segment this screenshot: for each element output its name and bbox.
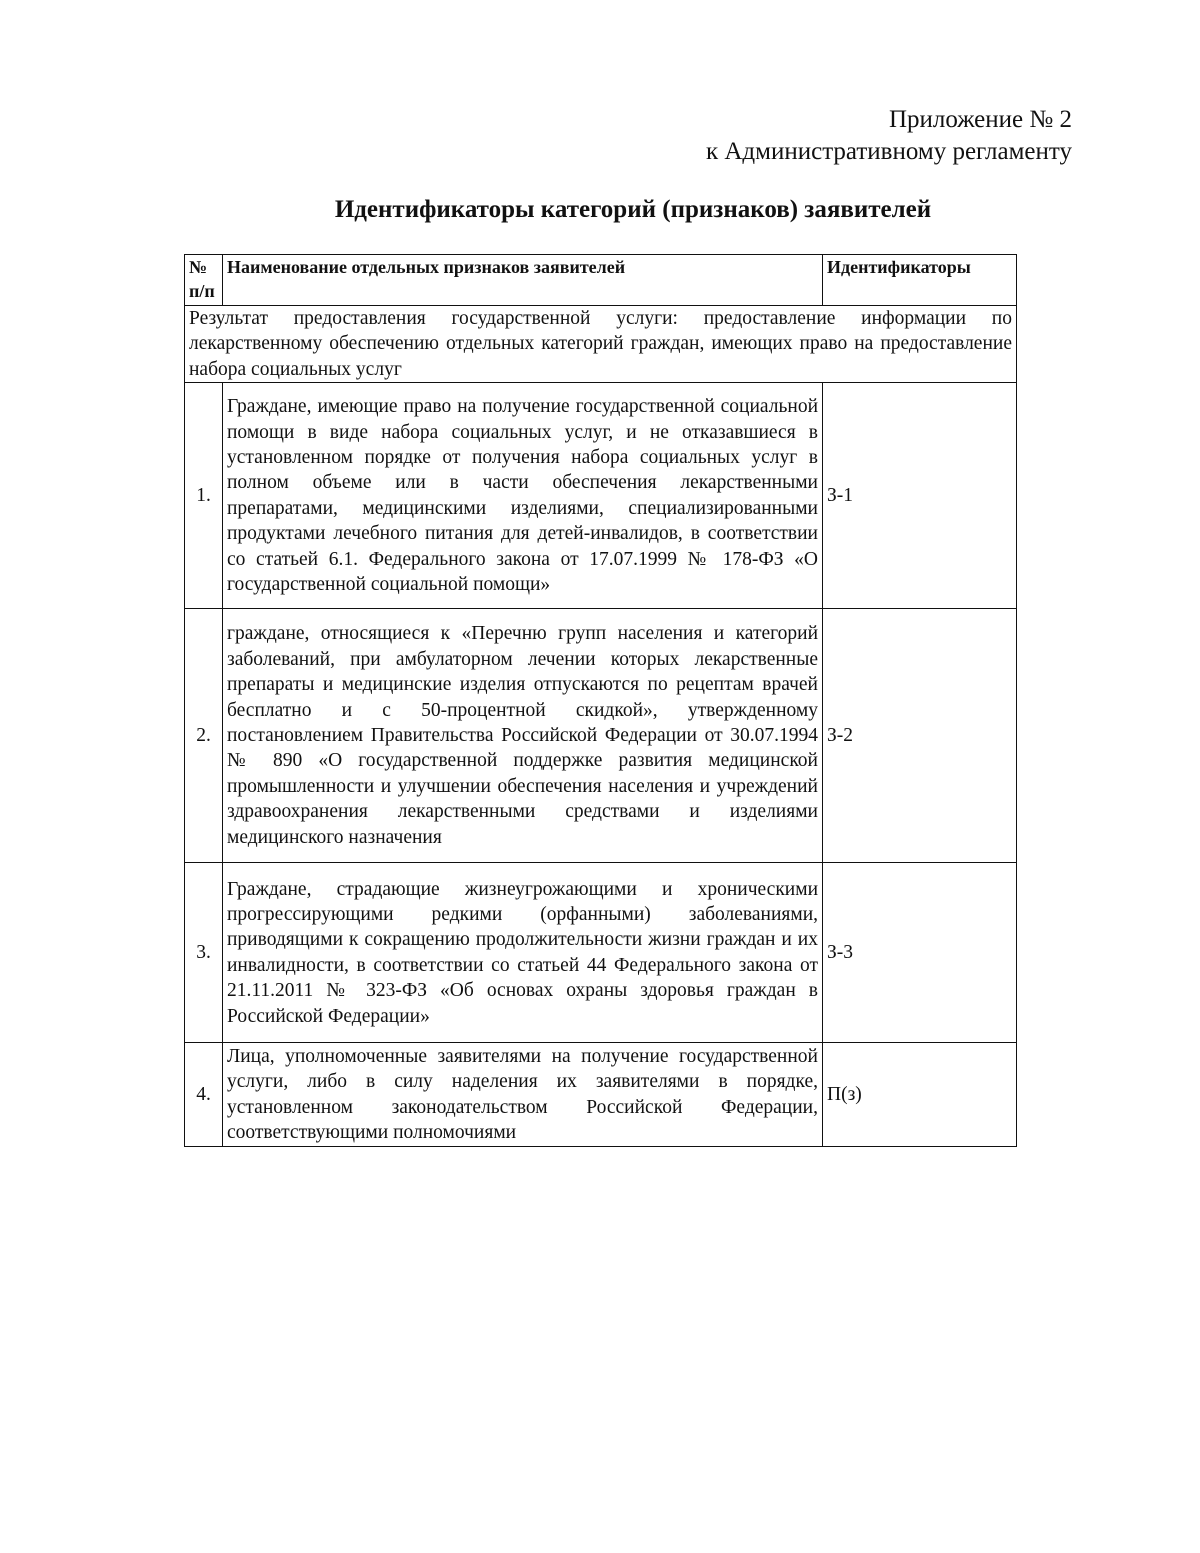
header-num: № п/п — [185, 255, 223, 306]
table-row — [185, 1043, 1017, 1147]
result-text: Результат предоставления государственной услуги: предоставление информации по лекарственному обеспечению отдельных категорий граждан, имеющих право на предоставление набора социальных услуг — [185, 306, 1017, 383]
annex-reference — [706, 104, 1072, 168]
document-title: Идентификаторы категорий (признаков) заявителей — [334, 196, 932, 223]
row-num: 4. — [185, 1043, 223, 1147]
row-num: 1. — [185, 383, 223, 609]
header-name: Наименование отдельных признаков заявителей — [223, 255, 823, 306]
result-row — [185, 306, 1017, 383]
identifiers-table — [184, 254, 1017, 1147]
row-name: Лица, уполномоченные заявителями на получение государственной услуги, либо в силу наделения их заявителями в порядке, установленном законодательством Российской Федерации, соответствующими полномочиями — [223, 1043, 823, 1147]
row-name: Граждане, имеющие право на получение государственной социальной помощи в виде набора социальных услуг, и не отказавшиеся в установленном порядке от получения набора социальных услуг в полном объеме или в части обеспечения лекарственными препаратами, медицинскими изделиями, специализированными продуктами лечебного питания для детей-инвалидов, в соответствии со статьей 6.1. Федерального закона от 17.07.1999 № 178-ФЗ «О государственной социальной помощи» — [223, 383, 823, 609]
annex-subtitle: к Административному регламенту — [705, 138, 1072, 165]
row-name: граждане, относящиеся к «Перечню групп населения и категорий заболеваний, при амбулаторном лечении которых лекарственные препараты и медицинские изделия отпускаются по рецептам врачей бесплатно и с 50-процентной скидкой», утвержденному постановлением Правительства Российской Федерации от 30.07.1994 № 890 «О государственной поддержке развития медицинской промышленности и улучшении обеспечения населения и учреждений здравоохранения лекарственными средствами и изделиями медицинского назначения — [223, 609, 823, 863]
row-ident: З-2 — [823, 609, 1017, 863]
row-ident: З-1 — [823, 383, 1017, 609]
table-row — [185, 863, 1017, 1043]
row-ident: З-3 — [823, 863, 1017, 1043]
row-num: 3. — [185, 863, 223, 1043]
table-header-row — [185, 255, 1017, 306]
table-row — [185, 609, 1017, 863]
row-num: 2. — [185, 609, 223, 863]
annex-number: Приложение № 2 — [888, 106, 1072, 133]
row-name: Граждане, страдающие жизнеугрожающими и хроническими прогрессирующими редкими (орфанными) заболеваниями, приводящими к сокращению продолжительности жизни граждан и их инвалидности, в соответствии со статьей 44 Федерального закона от 21.11.2011 № 323-ФЗ «Об основах охраны здоровья граждан в Российской Федерации» — [223, 863, 823, 1043]
header-ident: Идентификаторы — [823, 255, 1017, 306]
table-row — [185, 383, 1017, 609]
row-ident: П(з) — [823, 1043, 1017, 1147]
